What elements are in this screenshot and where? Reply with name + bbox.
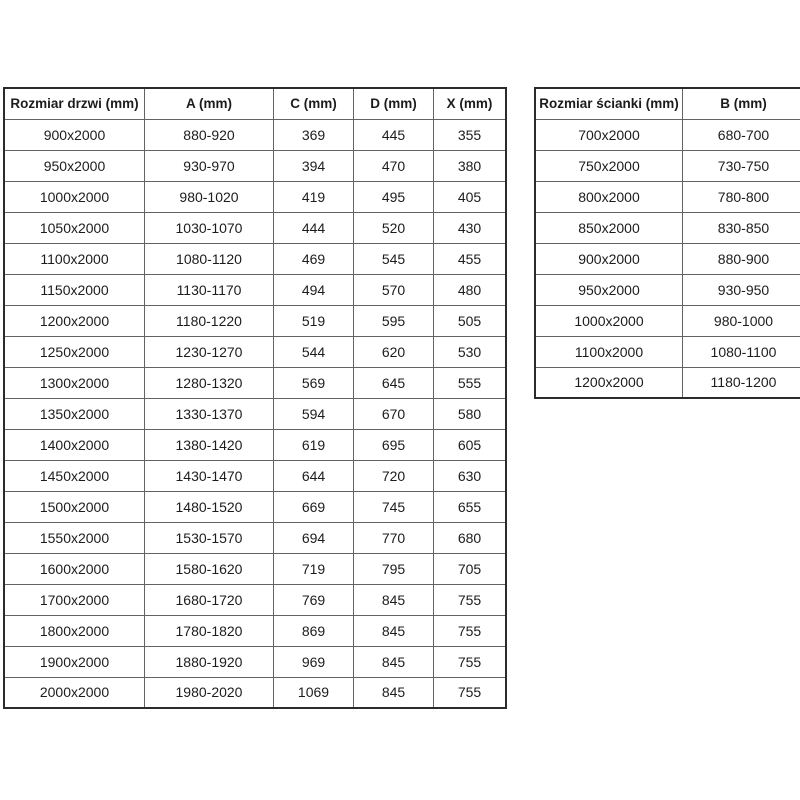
- table-cell: 719: [274, 553, 354, 584]
- table-cell: 1430-1470: [145, 460, 274, 491]
- table-cell: 580: [434, 398, 507, 429]
- table-cell: 1680-1720: [145, 584, 274, 615]
- table-cell: 1000x2000: [4, 181, 145, 212]
- table-cell: 1080-1100: [683, 336, 800, 367]
- table-cell: 1500x2000: [4, 491, 145, 522]
- table-cell: 1200x2000: [4, 305, 145, 336]
- table-cell: 755: [434, 677, 507, 708]
- table-cell: 644: [274, 460, 354, 491]
- table-cell: 1280-1320: [145, 367, 274, 398]
- table-cell: 900x2000: [535, 243, 683, 274]
- table-cell: 1380-1420: [145, 429, 274, 460]
- table-cell: 1530-1570: [145, 522, 274, 553]
- column-header: Rozmiar ścianki (mm): [535, 88, 683, 119]
- table-cell: 795: [354, 553, 434, 584]
- table-cell: 1450x2000: [4, 460, 145, 491]
- table-row: [4, 181, 506, 212]
- table-cell: 950x2000: [4, 150, 145, 181]
- table-cell: 980-1020: [145, 181, 274, 212]
- table-cell: 720: [354, 460, 434, 491]
- table-cell: 680: [434, 522, 507, 553]
- table-cell: 530: [434, 336, 507, 367]
- table-row: [535, 367, 800, 398]
- column-header: X (mm): [434, 88, 507, 119]
- table-cell: 545: [354, 243, 434, 274]
- table-cell: 619: [274, 429, 354, 460]
- table-cell: 1050x2000: [4, 212, 145, 243]
- table-row: [4, 305, 506, 336]
- table-row: [535, 212, 800, 243]
- table-cell: 605: [434, 429, 507, 460]
- table-row: [4, 429, 506, 460]
- table-row: [4, 398, 506, 429]
- table-cell: 569: [274, 367, 354, 398]
- table-cell: 1400x2000: [4, 429, 145, 460]
- table-cell: 845: [354, 677, 434, 708]
- table-cell: 755: [434, 646, 507, 677]
- table-cell: 505: [434, 305, 507, 336]
- table-cell: 730-750: [683, 150, 800, 181]
- table-cell: 1069: [274, 677, 354, 708]
- table-cell: 1880-1920: [145, 646, 274, 677]
- table-cell: 1980-2020: [145, 677, 274, 708]
- table-cell: 1200x2000: [535, 367, 683, 398]
- column-header: D (mm): [354, 88, 434, 119]
- table-cell: 1780-1820: [145, 615, 274, 646]
- table-cell: 555: [434, 367, 507, 398]
- table-cell: 1100x2000: [535, 336, 683, 367]
- table-cell: 455: [434, 243, 507, 274]
- table-cell: 880-920: [145, 119, 274, 150]
- table-cell: 669: [274, 491, 354, 522]
- table-cell: 695: [354, 429, 434, 460]
- table-row: [4, 677, 506, 708]
- table-cell: 980-1000: [683, 305, 800, 336]
- table-cell: 930-970: [145, 150, 274, 181]
- table-row: [4, 584, 506, 615]
- table-cell: 750x2000: [535, 150, 683, 181]
- table-cell: 1800x2000: [4, 615, 145, 646]
- table-cell: 1480-1520: [145, 491, 274, 522]
- table-cell: 369: [274, 119, 354, 150]
- table-cell: 770: [354, 522, 434, 553]
- table-cell: 930-950: [683, 274, 800, 305]
- table-row: [535, 243, 800, 274]
- table-row: [535, 181, 800, 212]
- table-cell: 845: [354, 584, 434, 615]
- table-row: [535, 119, 800, 150]
- table-cell: 519: [274, 305, 354, 336]
- table-cell: 1600x2000: [4, 553, 145, 584]
- table-cell: 430: [434, 212, 507, 243]
- table-row: [4, 615, 506, 646]
- table-cell: 769: [274, 584, 354, 615]
- table-cell: 520: [354, 212, 434, 243]
- table-row: [4, 553, 506, 584]
- table-cell: 1700x2000: [4, 584, 145, 615]
- table-row: [4, 522, 506, 553]
- table-cell: 380: [434, 150, 507, 181]
- table-cell: 1330-1370: [145, 398, 274, 429]
- table-cell: 495: [354, 181, 434, 212]
- header-row: [4, 88, 506, 119]
- table-cell: 755: [434, 615, 507, 646]
- table-cell: 900x2000: [4, 119, 145, 150]
- door-sizes-table: [3, 87, 507, 709]
- table-cell: 445: [354, 119, 434, 150]
- table-row: [4, 646, 506, 677]
- table-row: [4, 119, 506, 150]
- table-cell: 444: [274, 212, 354, 243]
- table-cell: 1230-1270: [145, 336, 274, 367]
- table-row: [4, 367, 506, 398]
- table-cell: 1080-1120: [145, 243, 274, 274]
- table-row: [4, 274, 506, 305]
- table-row: [4, 212, 506, 243]
- table-row: [4, 336, 506, 367]
- table-row: [4, 460, 506, 491]
- header-row: [535, 88, 800, 119]
- table-cell: 1130-1170: [145, 274, 274, 305]
- table-cell: 670: [354, 398, 434, 429]
- table-cell: 394: [274, 150, 354, 181]
- table-cell: 780-800: [683, 181, 800, 212]
- table-cell: 405: [434, 181, 507, 212]
- table-cell: 645: [354, 367, 434, 398]
- table-cell: 480: [434, 274, 507, 305]
- table-row: [4, 491, 506, 522]
- table-cell: 869: [274, 615, 354, 646]
- table-cell: 1350x2000: [4, 398, 145, 429]
- table-cell: 680-700: [683, 119, 800, 150]
- wall-panel-sizes-table: [534, 87, 800, 399]
- table-cell: 1300x2000: [4, 367, 145, 398]
- table-cell: 595: [354, 305, 434, 336]
- table-cell: 630: [434, 460, 507, 491]
- table-cell: 1100x2000: [4, 243, 145, 274]
- table-cell: 700x2000: [535, 119, 683, 150]
- table-cell: 845: [354, 646, 434, 677]
- table-cell: 419: [274, 181, 354, 212]
- table-row: [4, 150, 506, 181]
- table-cell: 800x2000: [535, 181, 683, 212]
- table-cell: 969: [274, 646, 354, 677]
- table-cell: 1150x2000: [4, 274, 145, 305]
- table-row: [535, 336, 800, 367]
- table-cell: 845: [354, 615, 434, 646]
- table-row: [535, 150, 800, 181]
- table-cell: 570: [354, 274, 434, 305]
- table-cell: 655: [434, 491, 507, 522]
- table-cell: 950x2000: [535, 274, 683, 305]
- column-header: C (mm): [274, 88, 354, 119]
- column-header: Rozmiar drzwi (mm): [4, 88, 145, 119]
- table-cell: 755: [434, 584, 507, 615]
- column-header: A (mm): [145, 88, 274, 119]
- table-cell: 694: [274, 522, 354, 553]
- table-cell: 494: [274, 274, 354, 305]
- table-cell: 1550x2000: [4, 522, 145, 553]
- table-cell: 355: [434, 119, 507, 150]
- table-cell: 1000x2000: [535, 305, 683, 336]
- column-header: B (mm): [683, 88, 800, 119]
- table-cell: 880-900: [683, 243, 800, 274]
- table-cell: 705: [434, 553, 507, 584]
- table-cell: 470: [354, 150, 434, 181]
- table-cell: 1900x2000: [4, 646, 145, 677]
- table-cell: 830-850: [683, 212, 800, 243]
- table-cell: 620: [354, 336, 434, 367]
- table-cell: 1030-1070: [145, 212, 274, 243]
- table-cell: 850x2000: [535, 212, 683, 243]
- table-cell: 469: [274, 243, 354, 274]
- table-cell: 1580-1620: [145, 553, 274, 584]
- table-cell: 594: [274, 398, 354, 429]
- table-cell: 1180-1220: [145, 305, 274, 336]
- table-cell: 1180-1200: [683, 367, 800, 398]
- table-cell: 1250x2000: [4, 336, 145, 367]
- table-row: [4, 243, 506, 274]
- table-row: [535, 305, 800, 336]
- table-row: [535, 274, 800, 305]
- table-cell: 544: [274, 336, 354, 367]
- table-cell: 745: [354, 491, 434, 522]
- table-cell: 2000x2000: [4, 677, 145, 708]
